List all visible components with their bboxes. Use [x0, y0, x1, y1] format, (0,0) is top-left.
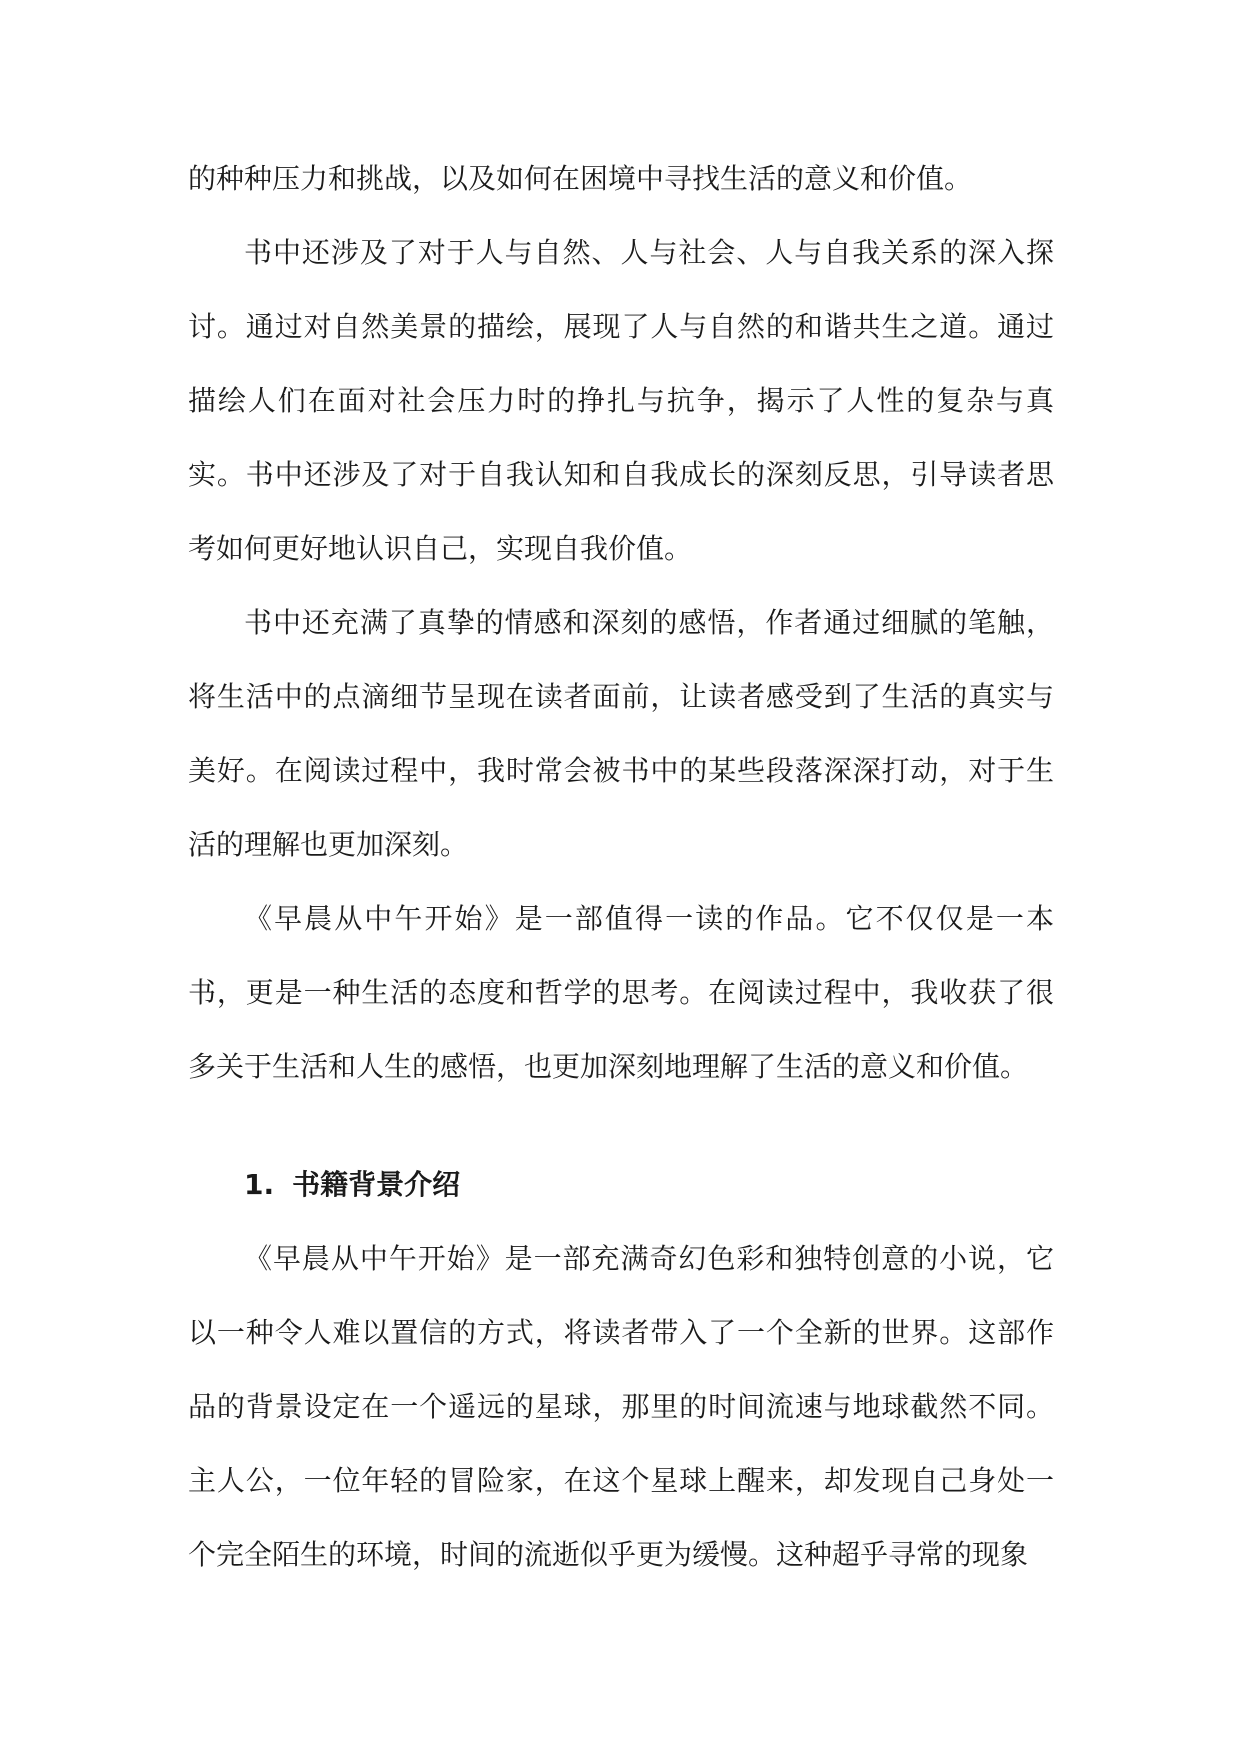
paragraph-emotions: 书中还充满了真挚的情感和深刻的感悟，作者通过细腻的笔触，将生活中的点滴细节呈现在读者面前，让读者感受到了生活的真实与美好。在阅读过程中，我时常会被书中的某些段落深深打动，对于生活的理解也更加深刻。 [188, 606, 1054, 861]
document-body [188, 142, 1054, 1592]
paragraph-continued: 的种种压力和挑战，以及如何在困境中寻找生活的意义和价值。 [188, 162, 973, 195]
section-number: 1. [244, 1168, 275, 1201]
section-spacer [188, 1104, 1054, 1148]
section-heading [188, 1148, 1054, 1222]
paragraph-relationships: 书中还涉及了对于人与自然、人与社会、人与自我关系的深入探讨。通过对自然美景的描绘，展现了人与自然的和谐共生之道。通过描绘人们在面对社会压力时的挣扎与抗争，揭示了人性的复杂与真实。书中还涉及了对于自我认知和自我成长的深刻反思，引导读者思考如何更好地认识自己，实现自我价值。 [188, 236, 1054, 565]
paragraph-background: 《早晨从中午开始》是一部充满奇幻色彩和独特创意的小说，它以一种令人难以置信的方式，将读者带入了一个全新的世界。这部作品的背景设定在一个遥远的星球，那里的时间流速与地球截然不同。主人公，一位年轻的冒险家，在这个星球上醒来，却发现自己身处一个完全陌生的环境，时间的流逝似乎更为缓慢。这种超乎寻常的现象 [188, 1242, 1054, 1571]
section-title: 书籍背景介绍 [292, 1168, 461, 1201]
paragraph-conclusion: 《早晨从中午开始》是一部值得一读的作品。它不仅仅是一本书，更是一种生活的态度和哲学的思考。在阅读过程中，我收获了很多关于生活和人生的感悟，也更加深刻地理解了生活的意义和价值。 [188, 902, 1054, 1083]
